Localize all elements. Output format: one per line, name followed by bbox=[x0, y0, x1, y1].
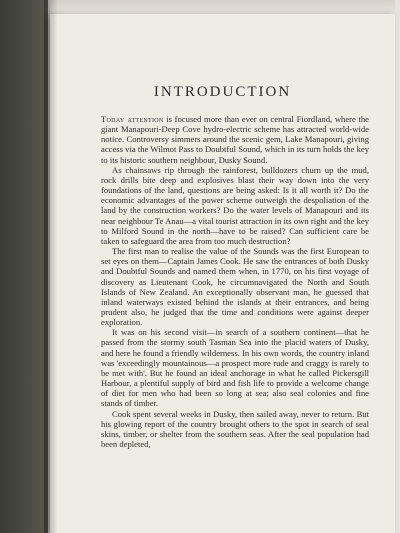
paragraph: As chainsaws rip through the rainforest, bulldozers churn up the mud, rock drills bite deep and explosives blast their way down into the very foundations of the land, questions are being asked: Is it all worth it? Do the economic advantages of the power scheme outweigh the despoliation of the land by the construction workers? Do the water levels of Manapouri and its near neighbour Te Anau—a vital tourist attraction in its own right and the key to Milford Sound in the north—have to be raised? Can sufficient care be taken to safeguard the area from too much destruction? bbox=[101, 164, 369, 246]
lead-in: Today attention bbox=[101, 114, 164, 124]
paragraph-text: is focused more than ever on central Fiordland, where the giant Manapouri-Deep Cove hydro-electric scheme has attracted world-wide notice. Controversy simmers around the scenic gem, Lake Manapouri, giving access via the Wilmot Pass to Doubtful Sound, which in its turn holds the key to its historic southern neighbour, Dusky Sound. bbox=[101, 114, 369, 165]
paragraph bbox=[101, 114, 369, 165]
book-cover-edge bbox=[0, 0, 48, 533]
paragraph: It was on his second visit—in search of a southern continent—that he passed from the stormy south Tasman Sea into the placid waters of Dusky, and here he found a friendly wilderness. In his own words, the country inland was 'exceedingly mountainous—a prospect more rude and craggy is rarely to be met with'. But he found an ideal anchorage in what he called Pickersgill Harbour, a plentiful supply of bird and fish life to provide a welcome change of diet for men who had been so long at sea; also seal colonies and fine stands of timber. bbox=[101, 327, 369, 409]
body-text bbox=[101, 114, 369, 449]
spine-shadow bbox=[44, 0, 58, 533]
chapter-heading: INTRODUCTION bbox=[153, 84, 292, 100]
paragraph: The first man to realise the value of the Sounds was the first European to set eyes on them—Captain James Cook. He saw the entrances of both Dusky and Doubtful Sounds and named them when, in 1770, on his first voyage of discovery as Lieutenant Cook, he circumnavigated the North and South Islands of New Zealand. An exceptionally observant man, he guessed that inland waterways existed behind the islands at their entrances, and being prudent also, he judged that the time and conditions were against deeper exploration. bbox=[101, 246, 369, 328]
paragraph: Cook spent several weeks in Dusky, then sailed away, never to return. But his glowing report of the country brought others to the spot in search of seal skins, timber, or shelter from the southern seas. After the seal population had been depleted, bbox=[101, 408, 369, 449]
